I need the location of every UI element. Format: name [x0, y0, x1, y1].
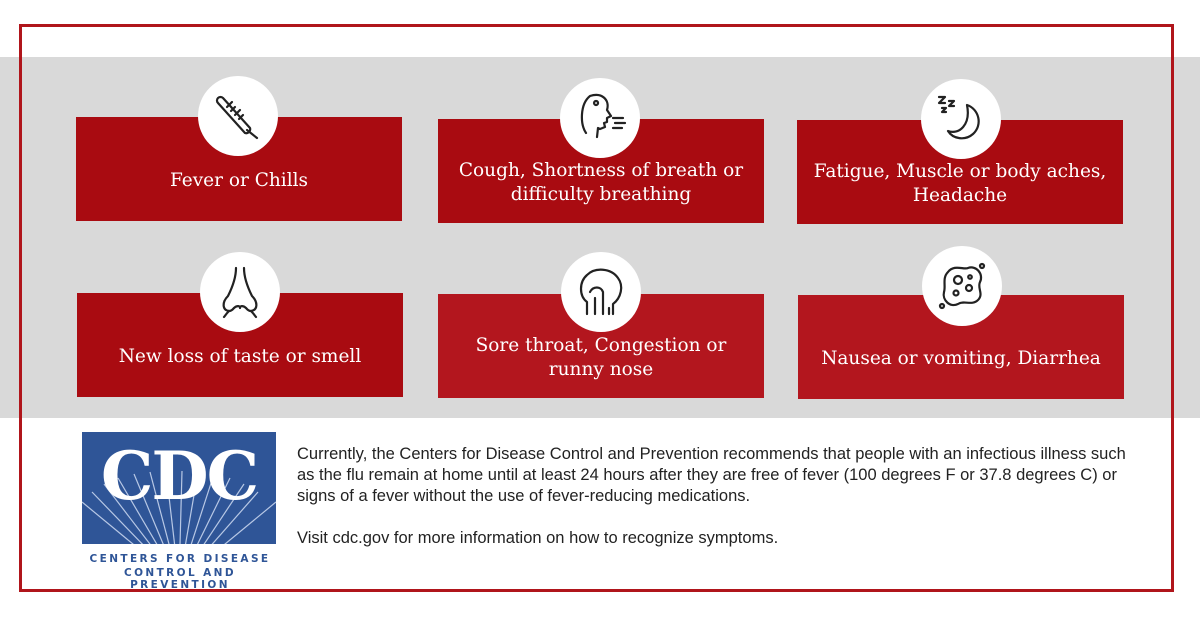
- info-text: [297, 444, 1127, 570]
- cough-icon: [560, 78, 640, 158]
- cdc-letters: CDC: [100, 437, 258, 515]
- virus-icon: [922, 246, 1002, 326]
- symptom-label: Fatigue, Muscle or body aches, Headache: [813, 161, 1107, 206]
- symptom-label: Nausea or vomiting, Diarrhea: [821, 348, 1101, 369]
- info-paragraph-visit: Visit cdc.gov for more information on how to recognize symptoms.: [297, 529, 779, 547]
- cdc-logo: [82, 432, 278, 591]
- symptom-label: Cough, Shortness of breath or difficulty breathing: [458, 160, 744, 205]
- thermometer-icon: [198, 76, 278, 156]
- throat-icon: [561, 252, 641, 332]
- info-paragraph-recommendation: Currently, the Centers for Disease Control and Prevention recommends that people with an infectious illness such as the flu remain at home until at least 24 hours after they are free of fever (100 degrees F or 37.8 degrees C) or signs of a fever without the use of fever-reducing medications.: [297, 445, 1126, 505]
- symptom-label: New loss of taste or smell: [118, 346, 362, 367]
- cdc-logo-line2: CONTROL AND PREVENTION: [124, 567, 236, 591]
- cdc-logo-line1: CENTERS FOR DISEASE: [89, 553, 271, 565]
- nose-icon: [200, 252, 280, 332]
- symptom-label: Sore throat, Congestion or runny nose: [475, 335, 727, 380]
- sleep-moon-icon: [921, 79, 1001, 159]
- cdc-logo-box: [82, 432, 276, 544]
- symptom-label: Fever or Chills: [169, 170, 309, 191]
